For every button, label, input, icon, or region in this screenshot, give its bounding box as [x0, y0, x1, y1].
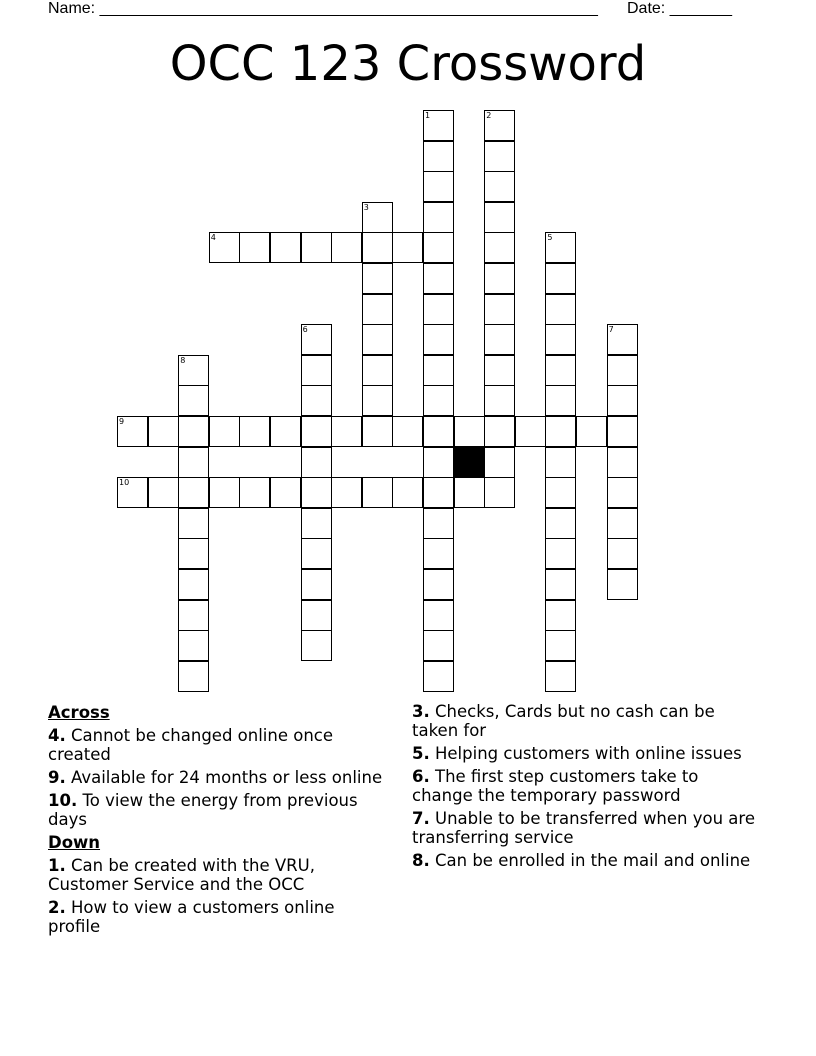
grid-cell[interactable]	[607, 477, 638, 508]
clue-down-6	[412, 767, 762, 805]
clue-number: 8.	[412, 851, 430, 870]
clue-text: How to view a customers online profile	[48, 898, 335, 936]
grid-cell[interactable]	[178, 447, 209, 478]
clue-number: 9.	[48, 768, 66, 787]
grid-cell[interactable]	[392, 477, 423, 508]
grid-cell[interactable]	[423, 538, 454, 569]
grid-cell[interactable]	[484, 202, 515, 233]
grid-cell[interactable]	[331, 477, 362, 508]
clue-across-10	[48, 791, 388, 829]
grid-cell[interactable]	[362, 416, 393, 447]
grid-cell[interactable]	[545, 630, 576, 661]
down-heading: Down	[48, 833, 101, 852]
grid-cell[interactable]	[362, 385, 393, 416]
clue-number: 2.	[48, 898, 66, 917]
grid-cell[interactable]	[362, 232, 393, 263]
grid-cell[interactable]	[178, 538, 209, 569]
clues-right-column	[412, 702, 762, 874]
grid-cell[interactable]	[607, 416, 638, 447]
grid-cell[interactable]	[423, 600, 454, 631]
clue-text: Checks, Cards but no cash can be taken for	[412, 702, 715, 740]
grid-cell[interactable]	[239, 232, 270, 263]
clue-number: 6.	[412, 767, 430, 786]
grid-cell[interactable]	[301, 508, 332, 539]
grid-cell[interactable]	[484, 416, 515, 447]
clue-down-8	[412, 851, 762, 870]
clue-text: Unable to be transferred when you are transferring service	[412, 809, 755, 847]
grid-cell[interactable]	[301, 538, 332, 569]
clue-down-5	[412, 744, 762, 763]
clues-left-column	[48, 702, 388, 940]
grid-cell[interactable]	[484, 324, 515, 355]
grid-cell[interactable]	[301, 416, 332, 447]
clue-number: 4.	[48, 726, 66, 745]
clue-number-label: 7	[608, 325, 614, 335]
grid-cell[interactable]	[607, 569, 638, 600]
grid-cell[interactable]	[454, 477, 485, 508]
grid-cell[interactable]	[301, 569, 332, 600]
grid-cell[interactable]	[545, 416, 576, 447]
grid-cell[interactable]	[423, 385, 454, 416]
grid-cell[interactable]	[484, 263, 515, 294]
clue-text: To view the energy from previous days	[48, 791, 358, 829]
grid-cell[interactable]	[362, 263, 393, 294]
grid-cell[interactable]	[545, 355, 576, 386]
grid-cell[interactable]	[423, 232, 454, 263]
grid-cell[interactable]	[545, 477, 576, 508]
clue-text: The first step customers take to change the temporary password	[412, 767, 699, 805]
grid-cell[interactable]	[545, 661, 576, 692]
grid-cell[interactable]	[362, 324, 393, 355]
grid-cell[interactable]	[423, 263, 454, 294]
clue-number: 10.	[48, 791, 78, 810]
grid-cell[interactable]	[484, 447, 515, 478]
grid-cell[interactable]	[178, 600, 209, 631]
grid-cell[interactable]	[484, 232, 515, 263]
grid-cell[interactable]	[545, 508, 576, 539]
grid-cell[interactable]	[148, 416, 179, 447]
grid-cell[interactable]	[423, 141, 454, 172]
grid-cell[interactable]	[454, 416, 485, 447]
name-field-label[interactable]: Name: ________________________________________________________	[48, 0, 598, 17]
clue-text: Can be created with the VRU, Customer Service and the OCC	[48, 856, 315, 894]
grid-cell[interactable]	[178, 416, 209, 447]
grid-cell[interactable]	[178, 630, 209, 661]
grid-cell[interactable]	[545, 447, 576, 478]
grid-cell[interactable]	[362, 477, 393, 508]
grid-cell[interactable]	[545, 324, 576, 355]
clue-number: 7.	[412, 809, 430, 828]
clue-number-label: 2	[486, 111, 492, 120]
grid-cell[interactable]	[178, 385, 209, 416]
grid-cell[interactable]	[545, 385, 576, 416]
grid-cell[interactable]	[178, 508, 209, 539]
clue-down-3	[412, 702, 762, 740]
grid-cell[interactable]	[178, 477, 209, 508]
clue-down-2	[48, 898, 388, 936]
grid-cell[interactable]	[423, 355, 454, 386]
grid-cell[interactable]	[301, 355, 332, 386]
clue-across-9	[48, 768, 388, 787]
date-field-label[interactable]: Date: _______	[627, 0, 732, 17]
clue-number-label: 10	[119, 478, 130, 488]
grid-cell[interactable]	[545, 538, 576, 569]
grid-cell[interactable]	[301, 232, 332, 263]
clue-number: 1.	[48, 856, 66, 875]
grid-cell[interactable]	[484, 294, 515, 325]
grid-cell[interactable]	[392, 416, 423, 447]
clue-text: Available for 24 months or less online	[71, 768, 383, 787]
clue-down-1	[48, 856, 388, 894]
grid-cell[interactable]	[209, 477, 240, 508]
grid-cell[interactable]	[607, 538, 638, 569]
grid-cell[interactable]	[392, 232, 423, 263]
grid-cell[interactable]	[484, 385, 515, 416]
grid-cell[interactable]	[484, 355, 515, 386]
clue-number-label: 5	[547, 233, 553, 243]
grid-cell[interactable]	[239, 477, 270, 508]
clue-number-label: 8	[180, 355, 186, 365]
grid-cell[interactable]	[607, 385, 638, 416]
grid-cell[interactable]	[178, 661, 209, 692]
grid-cell[interactable]	[301, 630, 332, 661]
grid-cell[interactable]	[362, 294, 393, 325]
clue-text: Helping customers with online issues	[435, 744, 742, 763]
grid-cell[interactable]	[270, 416, 301, 447]
grid-cell[interactable]	[484, 141, 515, 172]
grid-cell[interactable]	[301, 600, 332, 631]
clue-across-4	[48, 726, 388, 764]
grid-cell[interactable]	[148, 477, 179, 508]
across-heading: Across	[48, 703, 110, 722]
grid-cell[interactable]	[607, 355, 638, 386]
grid-cell[interactable]	[423, 324, 454, 355]
grid-cell[interactable]	[270, 477, 301, 508]
grid-cell[interactable]	[607, 447, 638, 478]
clue-number-label: 4	[210, 233, 216, 243]
grid-cell[interactable]	[301, 477, 332, 508]
grid-cell[interactable]	[239, 416, 270, 447]
grid-cell[interactable]	[423, 202, 454, 233]
grid-cell[interactable]	[178, 569, 209, 600]
clue-number-label: 9	[119, 417, 125, 426]
clue-down-7	[412, 809, 762, 847]
grid-cell[interactable]	[545, 569, 576, 600]
grid-cell[interactable]	[576, 416, 607, 447]
grid-cell[interactable]	[423, 661, 454, 692]
clue-text: Cannot be changed online once created	[48, 726, 334, 764]
clue-number-label: 3	[363, 202, 369, 212]
grid-cell[interactable]	[423, 630, 454, 661]
clue-number: 3.	[412, 702, 430, 721]
grid-cell[interactable]	[423, 416, 454, 447]
grid-cell[interactable]	[423, 569, 454, 600]
grid-cell[interactable]	[484, 477, 515, 508]
grid-cell[interactable]	[301, 447, 332, 478]
clue-text: Can be enrolled in the mail and online	[435, 851, 751, 870]
clue-number-label: 1	[425, 111, 431, 120]
grid-cell[interactable]	[545, 294, 576, 325]
grid-cell[interactable]	[209, 416, 240, 447]
grid-cell[interactable]	[545, 263, 576, 294]
grid-cell[interactable]	[515, 416, 546, 447]
grid-cell[interactable]	[331, 232, 362, 263]
grid-cell[interactable]	[301, 385, 332, 416]
clue-number-label: 6	[302, 325, 308, 335]
grid-cell[interactable]	[423, 508, 454, 539]
grid-cell[interactable]	[331, 416, 362, 447]
grid-cell[interactable]	[362, 355, 393, 386]
grid-block	[454, 447, 485, 478]
grid-cell[interactable]	[423, 447, 454, 478]
grid-cell[interactable]	[423, 294, 454, 325]
grid-cell[interactable]	[423, 477, 454, 508]
grid-cell[interactable]	[607, 508, 638, 539]
clue-number: 5.	[412, 744, 430, 763]
grid-cell[interactable]	[270, 232, 301, 263]
page-title: OCC 123 Crossword	[169, 36, 647, 92]
grid-cell[interactable]	[484, 171, 515, 202]
grid-cell[interactable]	[545, 600, 576, 631]
grid-cell[interactable]	[423, 171, 454, 202]
